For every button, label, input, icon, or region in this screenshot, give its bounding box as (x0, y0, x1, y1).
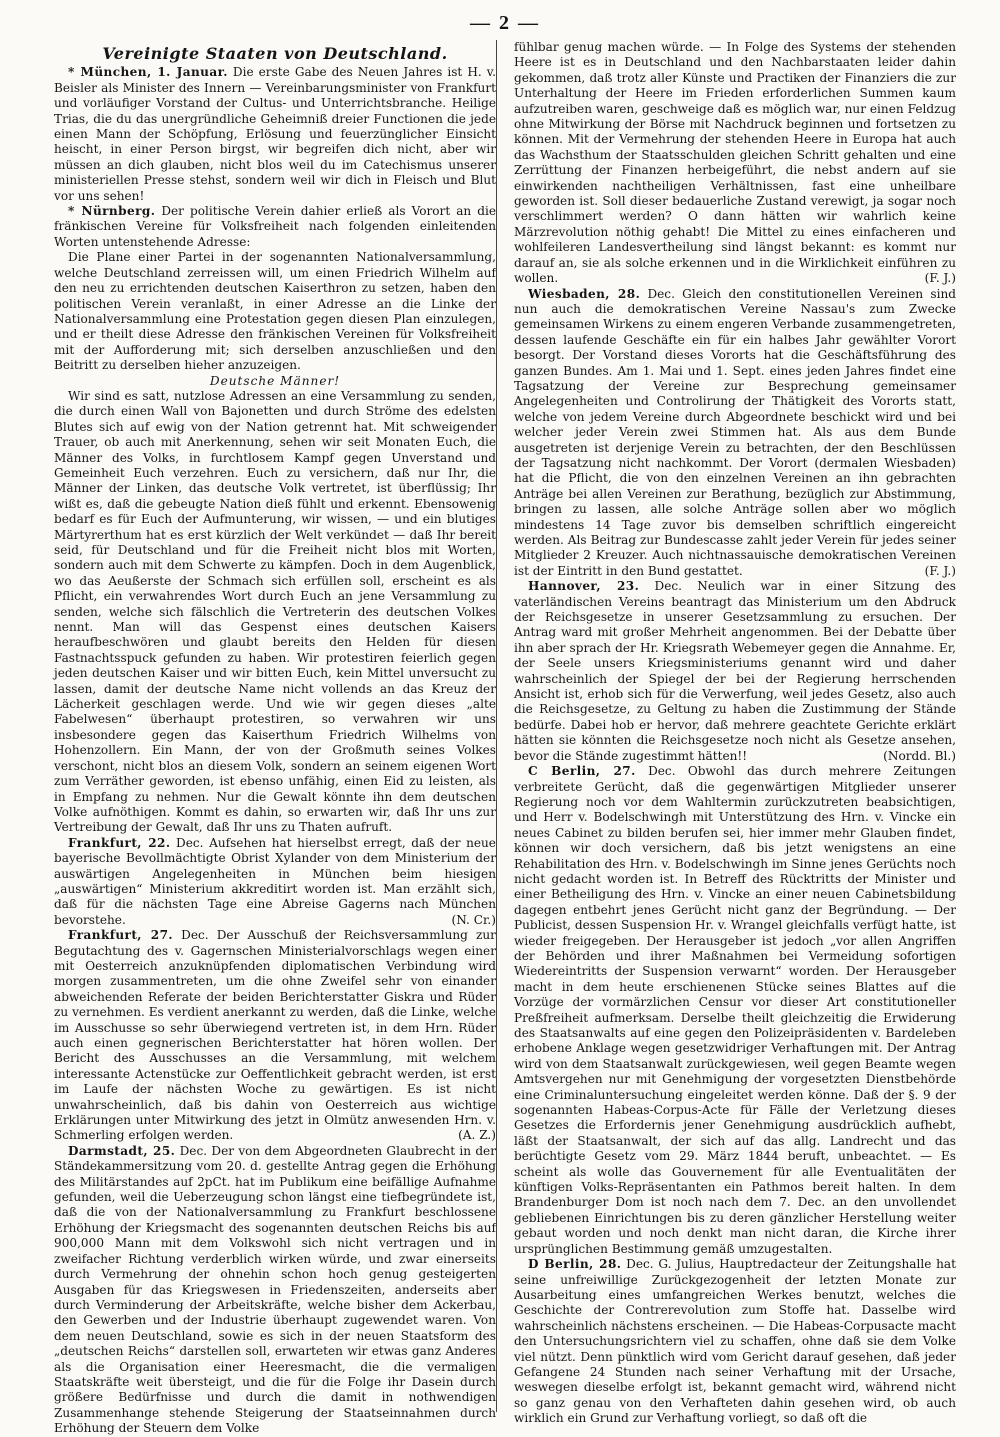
article-text: fühlbar genug machen würde. — In Folge des Systems der stehenden Heere ist es in Deutschland und den Nachbarstaaten leider dahin gekommen, daß trotz aller Künste und Practiken der Finanziers die zur Unterhaltung der Heere im Frieden erforderlichen Summen kaum aufzutreiben waren, geschweige daß es möglich war, nur einen Feldzug ohne Mitwirkung der Börse mit Nachdruck beginnen und fortsetzen zu können. Mit der Vermehrung der stehenden Heere in Europa hat auch das Wachsthum der Staatsschulden gleichen Schritt gehalten und eine Zerrüttung der Finanzen herbeigeführt, die nebst andern auf sie einwirkenden nachtheiligen Verhältnissen, fast eine unheilbare geworden ist. Soll dieser bedauerliche Zustand verewigt, ja sogar noch verschlimmert werden? O dann hätten wir wahrlich keine Märzrevolution nöthig gehabt! Die Mittel zu eines einfacheren und wohlfeileren Landesvertheilung sind längst bekannt: es kommt nur darauf an, sie als solche erkennen und in die Wirklichkeit einführen zu wollen. (514, 40, 956, 286)
article-paragraph (54, 374, 496, 389)
article-dateline: D Berlin, 28. (528, 1257, 622, 1272)
article-dateline: C Berlin, 27. (528, 764, 636, 779)
article-dateline: Hannover, 23. (528, 579, 640, 594)
article-text: Die erste Gabe des Neuen Jahres ist H. v. Beisler als Minister des Innern — Vereinbarungsminister von Frankfurt und vorläufiger Vorstand der Cultus- und Unterrichtsbranche. Heilige Trias, die du das unergründliche Geheimniß dreier Functionen die jede einen Mann der Schöpfung, Erlösung und feuerzünglicher Einsicht heischt, in einer Person birgst, wir begreifen dich nicht, aber wir müssen an dich glauben, nicht blos weil du im Catechismus unserer ministeriellen Presse stehst, sondern weil wir dich in Fleisch und Blut vor uns sehen! (54, 65, 496, 203)
article-dateline: Frankfurt, 22. (68, 835, 171, 850)
article-text: Dec. G. Julius, Hauptredacteur der Zeitungshalle hat seine unfreiwillige Zurückgezogenheit der letzten Monate zur Ausarbeitung eines umfangreichen Werkes benutzt, welches die Geschichte der Contrerevolution zum Stoffe hat. Dasselbe wird wahrscheinlich nächstens erscheinen. — Die Habeas-Corpusacte macht den Untersuchungsrichtern viel zu schaffen, ohne daß sie dem Volke viel nützt. Denn pünktlich wird vom Gericht darauf gesehen, daß jeder Gefangene 24 Stunden nach seiner Verhaftung mit der Ursache, weswegen dieselbe erfolgt ist, bekannt gemacht wird, während nicht so ganz genau von den Verhafteten dahin gesehen wird, ob auch wirklich ein Grund zur Verhaftung vorliegt, so daß oft die (514, 1257, 956, 1426)
right-column (514, 40, 957, 1426)
article-text: Deutsche Männer! (209, 373, 341, 388)
article-text: Dec. Neulich war in einer Sitzung des vaterländischen Vereins beantragt das Ministerium um den Abdruck der Reichsgesetze in unserer Gesetzsammlung zu ersuchen. Der Antrag ward mit großer Mehrheit angenommen. Bei der Debatte über ihn aber sprach der Hr. Kriegsrath Webemeyer gegen die Annahme. Er, der Seele unsers Kriegsministeriums genannt wird und daher wahrscheinlich der Spiegel der bei der Regierung herrschenden Ansicht ist, erhob sich für die Verwerfung, weil jedes Gesetz, also auch die Reichsgesetze, zu Geltung zu haben die Zustimmung der Stände bedürfe. Dabei hob er hervor, daß mehrere geachtete Gerichte erklärt hätten sie könnten die Reichsgesetze noch nicht als Gesetze ansehen, bevor die Stände zugestimmt hätten!! (514, 579, 956, 763)
article-paragraph (54, 250, 496, 373)
article-dateline: Darmstadt, 25. (68, 1143, 176, 1158)
article-paragraph (54, 928, 496, 1144)
page-number: — 2 — (470, 12, 540, 34)
article-paragraph (514, 579, 956, 764)
article-dateline: Frankfurt, 27. (68, 928, 174, 943)
article-paragraph (54, 65, 496, 204)
section-heading: Vereinigte Staaten von Deutschland. (102, 44, 448, 63)
article-text: Dec. Gleich den constitutionellen Vereinen sind nun auch die demokratischen Vereine Nassau's zum Zwecke gemeinsamen Wirkens zu einem engeren Verbande zusammengetreten, dessen laufende Geschäfte ein für ein halbes Jahr gewählter Vorort besorgt. Der Vorstand dieses Vororts hat die Geschäftsführung des ganzen Bundes. Am 1. Mai und 1. Sept. eines jeden Jahres findet eine Tagsatzung der Vereine zur Besprechung gemeinsamer Angelegenheiten und Controlirung der Thätigkeit des Vororts statt, welche von jedem Vereine durch Abgeordnete beschickt wird und bei welcher jeder Verein zwei Stimmen hat. Als aus dem Bunde ausgetreten ist derjenige Verein zu betrachten, der den Beschlüssen der Tagsatzung nicht nachkommt. Der Vorort (dermalen Wiesbaden) hat die Pflicht, die von den einzelnen Vereinen an ihn gebrachten Anträge bei allen Vereinen zur Berathung, bezüglich zur Abstimmung, bringen zu lassen, alle solche Anträge sollen aber wo möglich mindestens 14 Tage zuvor bis demselben schriftlich eingereicht werden. Als Beitrag zur Bundescasse zahlt jeder Verein für jedes seiner Mitglieder 2 Kreuzer. Auch nichtnassauische demokratischen Vereinen ist der Eintritt in den Bund gestattet. (514, 286, 957, 578)
article-dateline: * München, 1. Januar. (68, 65, 228, 80)
article-source: (Nordd. Bl.) (883, 748, 956, 763)
article-text: Dec. Der von dem Abgeordneten Glaubrecht in der Ständekammersitzung vom 20. d. gestellte Antrag gegen die Erhöhung des Militärstandes auf 2pCt. hat im Publikum eine beifällige Aufnahme gefunden, weil die Ueberzeugung schon längst eine tiefbegründete ist, daß die von der Nationalversammlung zu Frankfurt beschlossene Erhöhung der Kriegsmacht des sogenannten deutschen Reichs bis auf 900,000 Mann mit dem Volkswohl sich nicht vertragen und in zweifacher Richtung verderblich wirken würde, und zwar einerseits durch Vermehrung der ohnehin schon hoch genug gesteigerten Ausgaben für das Kriegswesen in Friedenszeiten, anderseits aber durch Verminderung der Arbeitskräfte, welche bisher dem Ackerbau, den Gewerben und der Industrie überhaupt zugewendet waren. Von dem neuen Deutschland, sowie es sich in der neuen Staatsform des „deutschen Reichs“ darstellen soll, erwarteten wir etwas ganz Anderes als die Organisation einer Heeresmacht, die die vermaligen Staatskräfte weit übersteigt, und die für die Folge ihr Dasein durch größere Bedürfnisse und durch die damit in nothwendigen Zusammenhange stehende Steigerung der Staatseinnahmen durch Erhöhung der Steuern dem Volke (54, 1143, 496, 1436)
article-paragraph (514, 1257, 956, 1426)
article-dateline: * Nürnberg. (68, 204, 156, 219)
article-text: Der politische Verein dahier erließ als Vorort an die fränkischen Vereine für Volksfreiheit nach folgenden einleitenden Worten untenstehende Adresse: (54, 204, 496, 249)
article-text: Dec. Der Ausschuß der Reichsversammlung zur Begutachtung des v. Gagernschen Ministerialvorschlags wegen einer mit Oesterreich anzuknüpfenden diplomatischen Verbindung wird morgen zusammentreten, um die ohne Zweifel sehr von einander abweichenden Referate der beiden Berichterstatter Giskra und Rüder zu vernehmen. Es verdient anerkannt zu werden, daß die Linke, welche im Ausschusse so sehr überwiegend vertreten ist, in dem Hrn. Rüder auch einen gegnerischen Berichterstatter hat hören wollen. Der Bericht des Ausschusses an die Versammlung, mit welchem interessante Actenstücke zur Oeffentlichkeit gebracht werden, ist erst im Laufe der nächsten Woche zu gewärtigen. Es ist nicht unwahrscheinlich, daß bis dahin von Oesterreich aus wichtige Erklärungen unter Mitwirkung des jetzt in Olmütz anwesenden Hrn. v. Schmerling erfolgen werden. (54, 928, 496, 1143)
article-paragraph (514, 764, 956, 1257)
column-divider (496, 40, 497, 1412)
article-source: (A. Z.) (458, 1128, 496, 1143)
article-source: (F. J.) (924, 271, 956, 286)
article-paragraph (54, 1144, 496, 1437)
article-text: Dec. Obwohl das durch mehrere Zeitungen verbreitete Gerücht, daß die gegenwärtigen Mitglieder unserer Regierung noch vor dem Wahltermin zurückzutreten beabsichtigen, und Herr v. Bodelschwingh mit Unterstützung des Hrn. v. Vincke ein neues Cabinet zu bilden berufen sei, hier immer mehr Glauben findet, können wir doch versichern, daß bis jetzt wenigstens an eine Rehabilitation des Hrn. v. Bodelschwingh im Sinne jenes Gerüchts noch nicht gedacht worden ist. In Betreff des Rücktritts der Minister und einer Betheiligung des Hrn. v. Vincke an einer neuen Cabinetsbildung dagegen entbehrt jenes Gerücht nicht ganz der Begründung. — Der Publicist, dessen Suspension Hr. v. Wrangel gleichfalls verfügt hatte, ist wieder freigegeben. Der Herausgeber ist jedoch „vor allen Angriffen der Behörden und ihrer Maßnahmen bei Vermeidung sofortigen Wiedereintritts der Suspension verwarnt“ worden. Der Herausgeber macht in dem heute erschienenen Stücke seines Blattes auf die Vorzüge der vormärzlichen Censur vor dieser Art constitutioneller Preßfreiheit aufmerksam. Derselbe theilt gleichzeitig die Erwiderung des Staatsanwalts auf eine gegen den Polizeipräsidenten v. Bardeleben erhobene Anklage wegen gesetzwidriger Verhaftungen mit. Der Antrag wird von dem Staatsanwalt zurückgewiesen, weil gegen Beamte wegen Amtsvergehen nur mit Genehmigung der vorgesetzten Dienstbehörde eine Criminaluntersuchung eingeleitet werden könne. Daß der §. 9 der sogenannten Habeas-Corpus-Acte für Fälle der Verletzung dieses Gesetzes die Erfordernis jener Genehmigung ausdrücklich aufhebt, läßt der Staatsanwalt, der sich auf das allg. Landrecht und das berüchtigte Gesetz vom 29. März 1844 beruft, unbeachtet. — Es scheint als wolle das Gouvernement für alle Eventualitäten der künftigen Volks-Repräsentanten ein Pathmos bereit halten. In dem Brandenburger Dom ist noch nach dem 7. Dec. an den unvollendet gebliebenen Einrichtungen bis zu deren gänzlicher Herstellung weiter gebaut worden und noch denkt man nicht daran, die Kirche ihrer ursprünglichen Bestimmung gemäß umzugestalten. (514, 764, 956, 1256)
article-paragraph (514, 40, 956, 287)
article-source: (N. Cr.) (451, 912, 496, 927)
article-paragraph (514, 287, 956, 580)
article-source: (F. J.) (924, 563, 956, 578)
left-column (54, 40, 496, 1436)
article-paragraph (54, 204, 496, 250)
article-text: Dec. Aufsehen hat hierselbst erregt, daß der neue bayerische Bevollmächtigte Obrist Xylander von dem Ministerium der auswärtigen Angelegenheiten in München beim hiesigen „auswärtigen“ Ministerium akkreditirt worden ist. Man erzählt sich, daß für die nächsten Tage eine Abreise Gagerns nach München bevorstehe. (54, 835, 496, 927)
article-paragraph (54, 836, 496, 928)
article-dateline: Wiesbaden, 28. (528, 286, 641, 301)
article-paragraph (54, 389, 496, 836)
columns (54, 40, 957, 1436)
article-text: Wir sind es satt, nutzlose Adressen an eine Versammlung zu senden, die durch einen Wall von Bajonetten und durch Ströme des edelsten Blutes sich auf ewig von der Nation getrennt hat. Mit schweigender Trauer, ob auch mit Anerkennung, sehen wir seit Monaten Euch, die Männer des Volks, in furchtlosem Kampf gegen Unverstand und Gemeinheit Euch verzehren. Euch zu versichern, daß nur Ihr, die Männer der Linken, das deutsche Volk vertretet, ist überflüssig; Ihr wißt es, daß die gebeugte Nation dieß fühlt und erkennt. Ebensowenig bedarf es für Euch der Aufmunterung, wir wissen, — und ein blutiges Märtyrerthum hat es erst kürzlich der Welt verkündet — daß Ihr bereit seid, für Deutschland und für die Freiheit nicht blos mit Worten, sondern auch mit dem Schwerte zu kämpfen. Doch in dem Augenblick, wo das Aeußerste der Schmach sich erfüllen soll, erscheint es als Pflicht, ein verwahrendes Wort durch Euch an jene Versammlung zu senden, welche sich fälschlich die Vertreterin des deutschen Volkes nennt. Man will das Gespenst eines deutschen Kaisers heraufbeschwören und glaubt bereits den Helden für diesen Fastnachtsspuck gefunden zu haben. Wir protestiren feierlich gegen jeden deutschen Kaiser und wir bitten Euch, kein Mittel unversucht zu lassen, damit der deutsche Name nicht vollends an das Kreuz der Lächerkeit geschlagen werde. Und wie wir gegen dieses „alte Fabelwesen“ überhaupt protestiren, so verwahren wir uns insbesondere gegen das Kaiserthum Friedrich Wilhelms von Hohenzollern. Ein Mann, der von der Großmuth seines Volkes verschont, nicht blos an diesem Volk, sondern an seinem eigenen Wort zum Verräther geworden, ist ebenso unfähig, einen Eid zu leisten, als in Empfang zu nehmen. Nur die Gewalt könnte ihn dem deutschen Volke aufnöthigen. Kommt es dahin, so erwarten wir, daß Ihr uns zur Vertreibung der Gewalt, daß Ihr uns zu Thaten aufruft. (54, 388, 496, 835)
article-text: Die Plane einer Partei in der sogenannten Nationalversammlung, welche Deutschland zerreissen will, um einen Friedrich Wilhelm auf den neu zu errichtenden deutschen Kaiserthron zu setzen, haben den politischen Verein veranlaßt, in einer Adresse an die Linke der Nationalversammlung eine Protestation gegen diesen Plan einzulegen, und er theilt diese Adresse den fränkischen Vereinen für Volksfreiheit mit der Aufforderung mit; sich derselben anzuschließen und den Beitritt zu derselben hieher anzuzeigen. (54, 250, 496, 373)
